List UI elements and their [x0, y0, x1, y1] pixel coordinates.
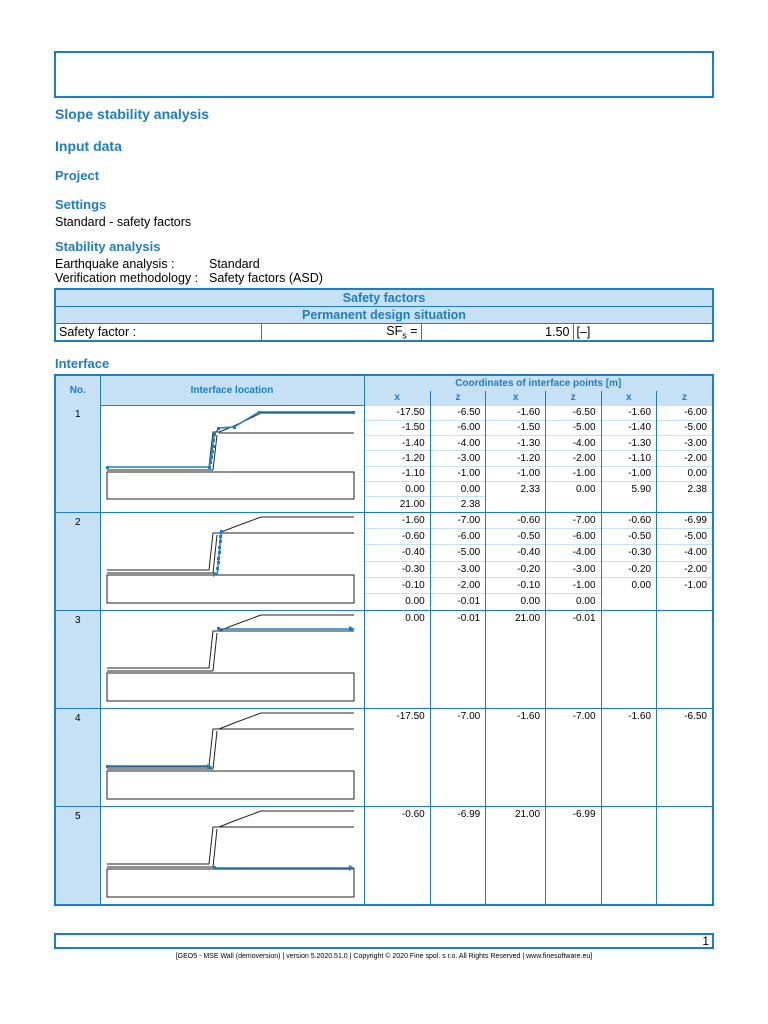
cell	[657, 806, 713, 905]
cell: -0.50	[486, 528, 546, 544]
cell: -6.50	[430, 405, 486, 420]
cell: 0.00	[430, 481, 486, 496]
cell	[546, 497, 602, 512]
cell: 21.00	[486, 806, 546, 905]
cell: -1.50	[364, 420, 430, 435]
header-box	[54, 51, 714, 98]
cell: -17.50	[364, 708, 430, 806]
cell: -0.10	[364, 577, 430, 593]
safety-table-title: Safety factors	[55, 289, 713, 306]
col-z3: z	[657, 391, 713, 405]
section-settings: Settings	[55, 197, 107, 212]
cell: -0.50	[601, 528, 657, 544]
interface-no: 2	[55, 512, 100, 610]
cell: 21.00	[364, 497, 430, 512]
cell: -1.40	[601, 420, 657, 435]
cell: -6.00	[430, 528, 486, 544]
cell: -6.50	[546, 405, 602, 420]
cell: 5.90	[601, 481, 657, 496]
cell: 2.38	[430, 497, 486, 512]
col-coordinates: Coordinates of interface points [m]	[364, 375, 713, 391]
cell: -1.00	[546, 577, 602, 593]
section-stability-analysis: Stability analysis	[55, 239, 161, 254]
cell: 0.00	[546, 481, 602, 496]
earthquake-label: Earthquake analysis :	[55, 257, 175, 271]
cell: -1.10	[601, 451, 657, 466]
cell: -7.00	[430, 512, 486, 528]
cell: -3.00	[546, 561, 602, 577]
cell	[657, 594, 713, 610]
cell: -2.00	[657, 451, 713, 466]
cell: 0.00	[486, 594, 546, 610]
cell: -6.00	[657, 405, 713, 420]
interface-4-diagram	[100, 708, 364, 806]
cell: -0.30	[364, 561, 430, 577]
cell: -6.99	[430, 806, 486, 905]
cell: -1.60	[486, 405, 546, 420]
cell: -4.00	[430, 436, 486, 451]
cell: -6.50	[657, 708, 713, 806]
cell: -1.60	[601, 708, 657, 806]
cell: -0.10	[486, 577, 546, 593]
cell: -5.00	[657, 528, 713, 544]
cell: -7.00	[546, 512, 602, 528]
interface-3-diagram	[100, 610, 364, 708]
section-project: Project	[55, 168, 100, 183]
cell	[601, 610, 657, 708]
cell: 0.00	[657, 466, 713, 481]
cell: -1.50	[486, 420, 546, 435]
col-x2: x	[486, 391, 546, 405]
cell	[486, 497, 546, 512]
col-x1: x	[364, 391, 430, 405]
page-number-box	[54, 933, 714, 949]
cell: -6.99	[657, 512, 713, 528]
cell: -3.00	[657, 436, 713, 451]
cell: 0.00	[364, 594, 430, 610]
cell	[601, 497, 657, 512]
interface-no: 1	[55, 405, 100, 512]
safety-table-subtitle: Permanent design situation	[55, 306, 713, 323]
col-z2: z	[546, 391, 602, 405]
cell: 2.38	[657, 481, 713, 496]
cell: -1.00	[430, 466, 486, 481]
col-interface-location: Interface location	[100, 375, 364, 405]
cell: 0.00	[546, 594, 602, 610]
cell: -5.00	[657, 420, 713, 435]
cell: 0.00	[364, 610, 430, 708]
safety-factor-unit: [–]	[573, 323, 713, 341]
cell: -4.00	[546, 436, 602, 451]
safety-factor-value: 1.50	[421, 323, 573, 341]
cell: -1.60	[364, 512, 430, 528]
interface-table	[54, 374, 714, 906]
cell: -6.00	[430, 420, 486, 435]
cell: -1.10	[364, 466, 430, 481]
col-no: No.	[55, 375, 100, 405]
cell: -0.60	[486, 512, 546, 528]
cell: -1.40	[364, 436, 430, 451]
cell: -2.00	[657, 561, 713, 577]
cell: -2.00	[546, 451, 602, 466]
cell: 21.00	[486, 610, 546, 708]
cell: -0.60	[364, 528, 430, 544]
cell: -0.01	[430, 594, 486, 610]
safety-factor-label: Safety factor :	[55, 323, 261, 341]
cell: -7.00	[430, 708, 486, 806]
cell: -5.00	[430, 545, 486, 561]
earthquake-value: Standard	[209, 257, 260, 271]
page-title: Slope stability analysis	[55, 106, 210, 122]
cell: -0.60	[364, 806, 430, 905]
cell: -0.40	[486, 545, 546, 561]
cell: -0.60	[601, 512, 657, 528]
cell: -1.30	[486, 436, 546, 451]
cell: -1.00	[601, 466, 657, 481]
methodology-value: Safety factors (ASD)	[209, 271, 323, 285]
cell: -0.40	[364, 545, 430, 561]
methodology-label: Verification methodology :	[55, 271, 199, 285]
cell: -2.00	[430, 577, 486, 593]
page-number: 1	[702, 934, 709, 948]
interface-2-diagram	[100, 512, 364, 610]
col-z1: z	[430, 391, 486, 405]
cell: -17.50	[364, 405, 430, 420]
settings-value: Standard - safety factors	[55, 215, 192, 229]
cell: -1.00	[546, 466, 602, 481]
cell: -3.00	[430, 561, 486, 577]
section-interface: Interface	[55, 356, 110, 371]
cell: -0.01	[430, 610, 486, 708]
col-x3: x	[601, 391, 657, 405]
cell: -1.20	[364, 451, 430, 466]
interface-5-diagram	[100, 806, 364, 905]
cell: -1.60	[601, 405, 657, 420]
cell: -1.20	[486, 451, 546, 466]
cell: 0.00	[364, 481, 430, 496]
cell	[657, 610, 713, 708]
cell: -0.20	[486, 561, 546, 577]
cell: -4.00	[546, 545, 602, 561]
interface-no: 5	[55, 806, 100, 905]
cell	[601, 806, 657, 905]
cell: -1.00	[486, 466, 546, 481]
section-input-data: Input data	[55, 138, 122, 154]
cell: -6.00	[546, 528, 602, 544]
cell: 2.33	[486, 481, 546, 496]
cell: -6.99	[546, 806, 602, 905]
cell: -1.00	[657, 577, 713, 593]
cell: -1.30	[601, 436, 657, 451]
cell: -1.60	[486, 708, 546, 806]
interface-1-diagram	[100, 405, 364, 512]
footer-copyright: [GEO5 - MSE Wall (demoversion) | version 5.2020.51.0 | Copyright © 2020 Fine spol. s r.o. All Rights Reserved | www.finesoftware.eu]	[175, 953, 593, 960]
interface-no: 3	[55, 610, 100, 708]
safety-factors-table	[54, 288, 714, 342]
cell: -7.00	[546, 708, 602, 806]
cell: -5.00	[546, 420, 602, 435]
safety-factor-symbol: $SF_s$ =	[261, 323, 421, 341]
cell: -0.30	[601, 545, 657, 561]
cell: -0.01	[546, 610, 602, 708]
cell: -0.20	[601, 561, 657, 577]
cell	[601, 594, 657, 610]
cell	[657, 497, 713, 512]
cell: -3.00	[430, 451, 486, 466]
interface-no: 4	[55, 708, 100, 806]
cell: 0.00	[601, 577, 657, 593]
cell: -4.00	[657, 545, 713, 561]
